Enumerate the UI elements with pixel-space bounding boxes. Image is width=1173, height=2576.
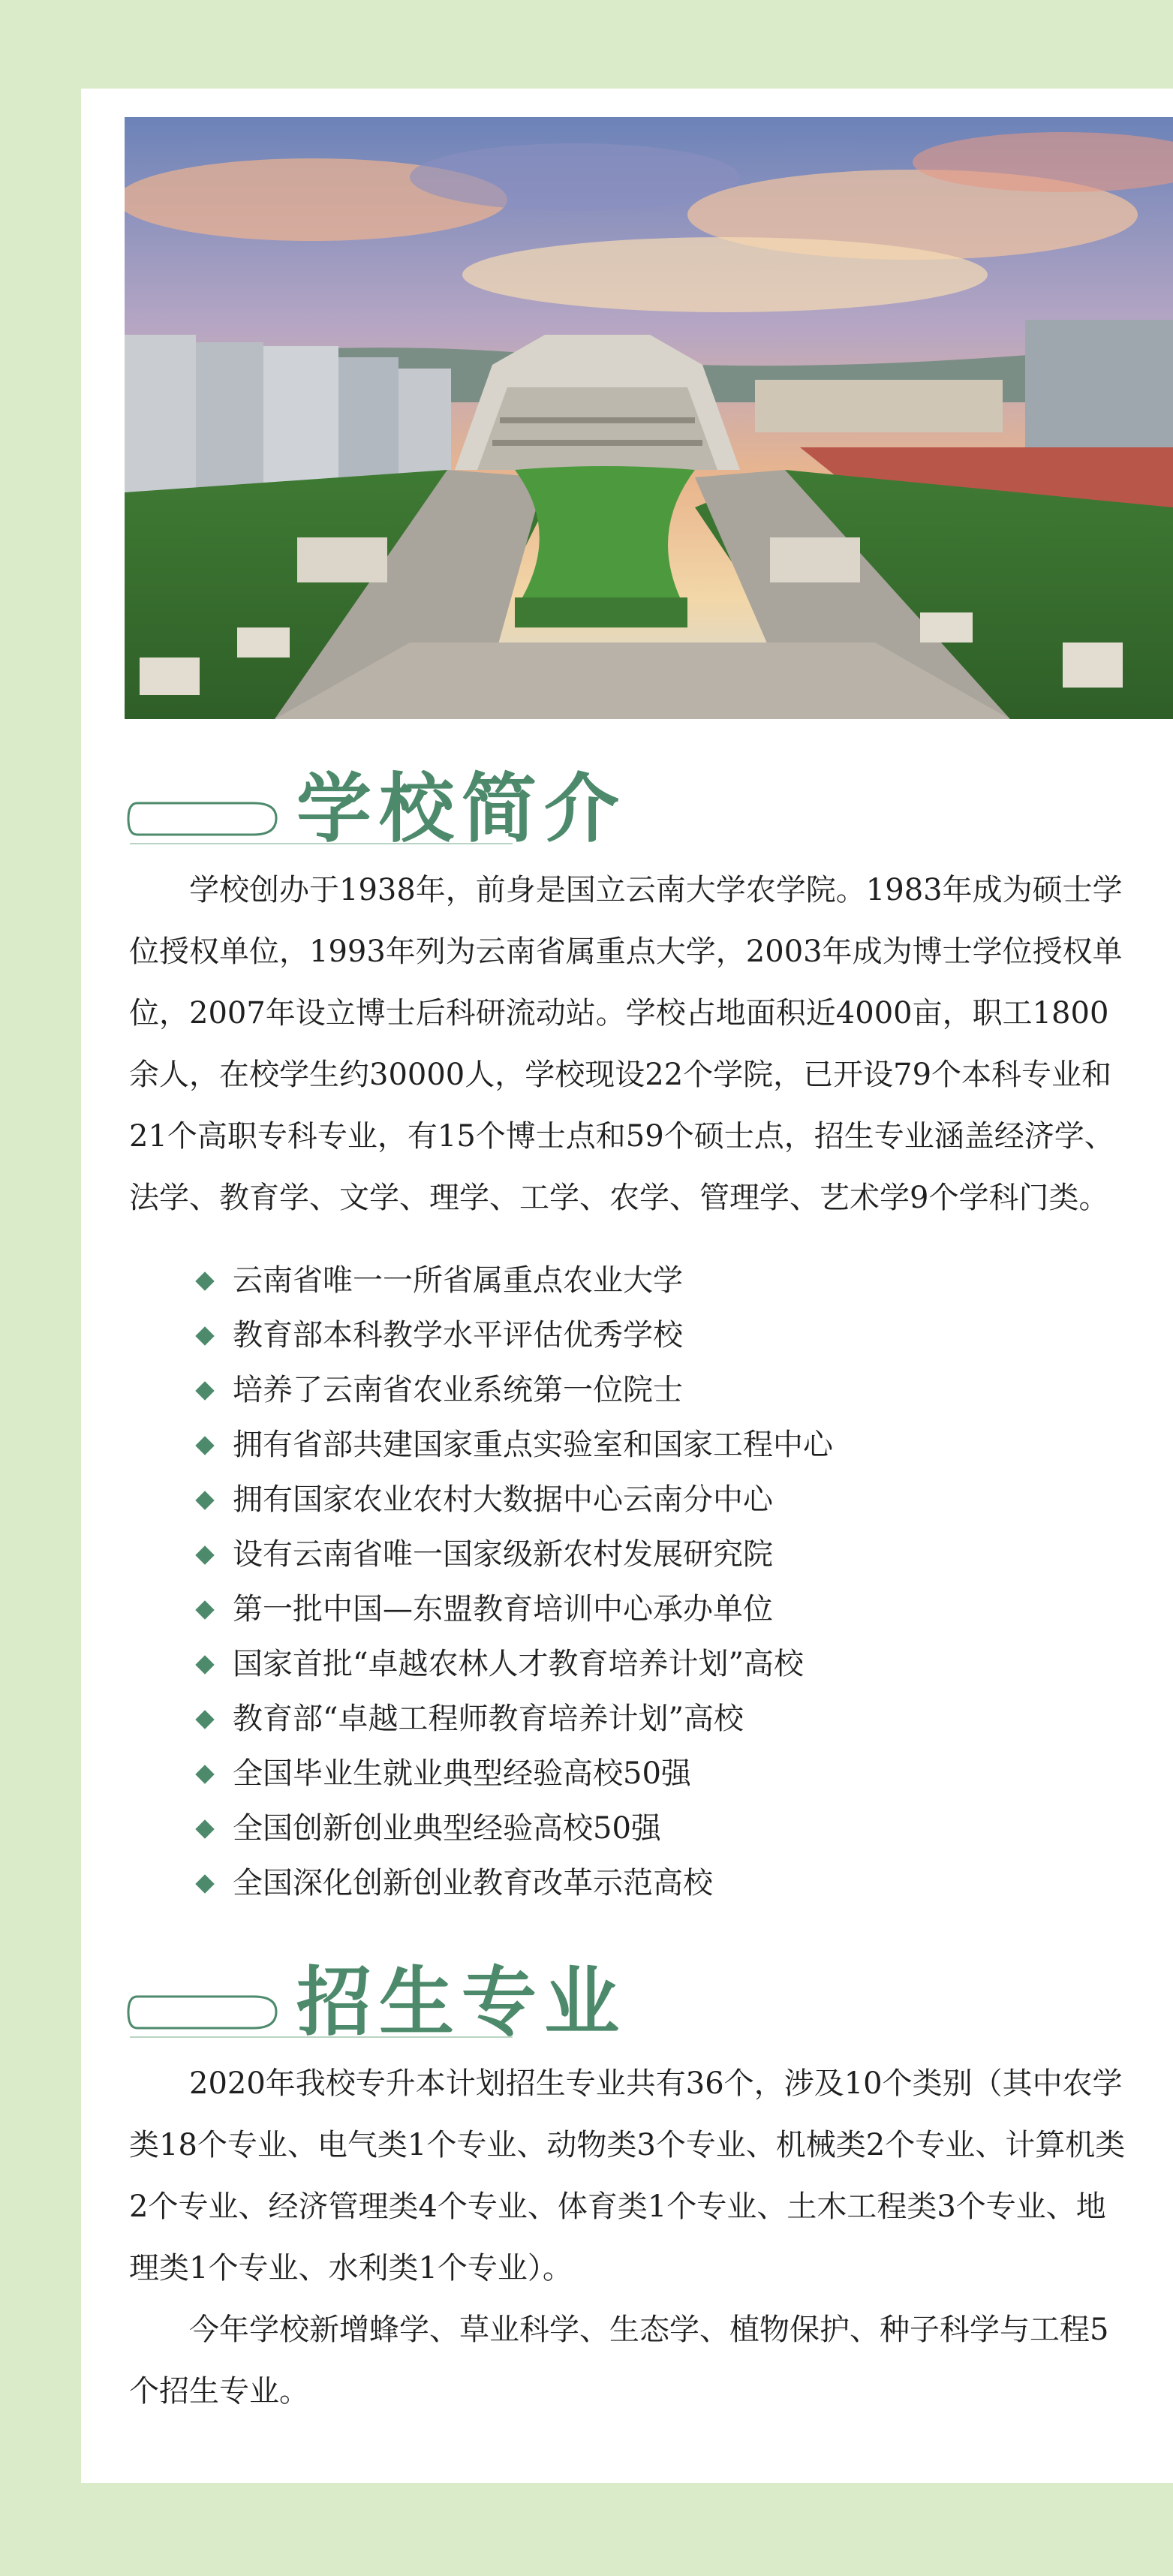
- intro-title: 学校简介: [296, 764, 627, 853]
- list-item: 全国深化创新创业教育改革示范高校: [194, 1856, 833, 1911]
- diamond-bullet-icon: [195, 1819, 214, 1838]
- diamond-bullet-icon: [195, 1655, 214, 1674]
- diamond-bullet-icon: [195, 1710, 214, 1729]
- list-item: 第一批中国—东盟教育培训中心承办单位: [194, 1582, 833, 1637]
- list-item: 培养了云南省农业系统第一位院士: [194, 1363, 833, 1418]
- diamond-bullet-icon: [195, 1381, 214, 1400]
- list-item: 教育部“卓越工程师教育培养计划”高校: [194, 1692, 833, 1747]
- diamond-bullet-icon: [195, 1326, 214, 1345]
- list-item: 拥有省部共建国家重点实验室和国家工程中心: [194, 1418, 833, 1473]
- list-item: 全国毕业生就业典型经验高校50强: [194, 1747, 833, 1801]
- list-item: 拥有国家农业农村大数据中心云南分中心: [194, 1473, 833, 1527]
- section-heading-intro: [122, 760, 648, 857]
- diamond-bullet-icon: [195, 1436, 214, 1455]
- section-heading-majors: [122, 1953, 648, 2051]
- diamond-bullet-icon: [195, 1271, 214, 1290]
- list-item: 全国创新创业典型经验高校50强: [194, 1801, 833, 1856]
- diamond-bullet-icon: [195, 1874, 214, 1893]
- list-item: 云南省唯一一所省属重点农业大学: [194, 1253, 833, 1308]
- list-item: 国家首批“卓越农林人才教育培养计划”高校: [194, 1637, 833, 1692]
- diamond-bullet-icon: [195, 1545, 214, 1564]
- list-item: 教育部本科教学水平评估优秀学校: [194, 1308, 833, 1363]
- diamond-bullet-icon: [195, 1765, 214, 1783]
- intro-paragraph: 学校创办于1938年，前身是国立云南大学农学院。1983年成为硕士学位授权单位，1993年列为云南省属重点大学，2003年成为博士学位授权单位，2007年设立博士后科研流动站。学校占地面积近4000亩，职工1800余人，在校学生约30000人，学校现设22个学院，已开设79个本科专业和21个高职专科专业，有15个博士点和59个硕士点，招生专业涵盖经济学、法学、教育学、文学、理学、工学、农学、管理学、艺术学9个学科门类。: [129, 873, 1123, 1215]
- diamond-bullet-icon: [195, 1600, 214, 1619]
- majors-paragraph-2: 今年学校新增蜂学、草业科学、生态学、植物保护、种子科学与工程5个招生专业。: [129, 2313, 1109, 2409]
- highlights-list: [194, 1253, 833, 1911]
- diamond-bullet-icon: [195, 1491, 214, 1509]
- majors-paragraph-1: 2020年我校专升本计划招生专业共有36个，涉及10个类别（其中农学类18个专业、电气类1个专业、动物类3个专业、机械类2个专业、计算机类2个专业、经济管理类4个专业、体育类1个专业、土木工程类3个专业、地理类1个专业、水利类1个专业）。: [129, 2066, 1126, 2286]
- campus-photo: [125, 117, 1173, 719]
- content-panel: [81, 89, 1173, 2483]
- list-item: 设有云南省唯一国家级新农村发展研究院: [194, 1527, 833, 1582]
- campus-photo-illustration: [125, 117, 1173, 719]
- majors-title: 招生专业: [296, 1958, 627, 2046]
